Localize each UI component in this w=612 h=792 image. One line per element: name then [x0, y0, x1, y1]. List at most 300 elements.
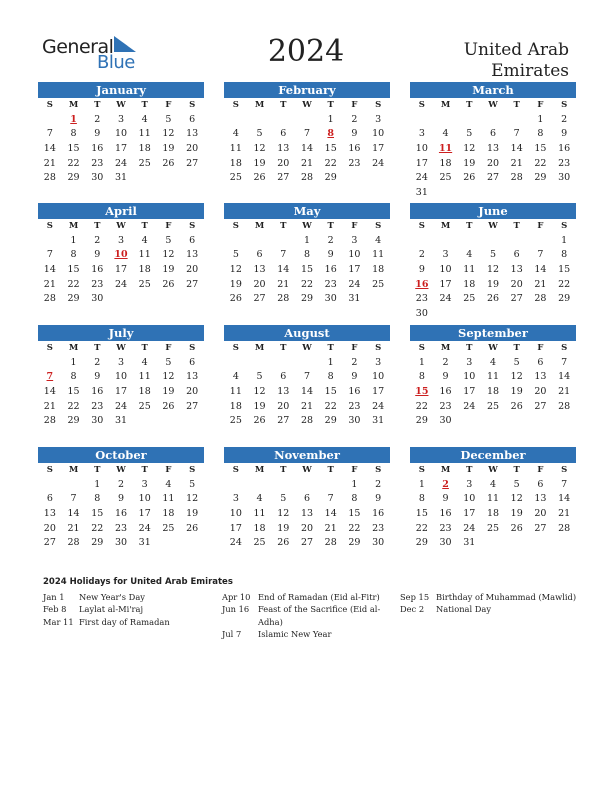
weekday-label: S	[375, 465, 382, 475]
day-cell: 19	[253, 400, 266, 412]
weekday-label: S	[375, 100, 382, 110]
empty-day-cell	[38, 356, 62, 371]
weekday-label: T	[513, 221, 520, 231]
month-header: April	[38, 203, 204, 219]
empty-day-cell	[505, 113, 529, 128]
day-cell: 19	[510, 508, 523, 520]
day-cell: 24	[114, 400, 128, 412]
month-header: July	[38, 325, 204, 341]
day-cell: 11	[229, 386, 242, 398]
day-cell: 14	[277, 264, 290, 276]
month-header: January	[38, 82, 204, 98]
day-cell: 24	[348, 278, 361, 290]
weekday-label: M	[68, 343, 79, 353]
day-cell: 6	[303, 493, 311, 505]
day-cell: 3	[117, 113, 125, 125]
holiday-column-3	[400, 591, 590, 616]
day-cell: 19	[186, 508, 199, 520]
day-cell: 19	[162, 386, 175, 398]
holiday-item	[43, 591, 213, 603]
empty-day-cell	[271, 234, 295, 249]
day-cell: 12	[510, 493, 523, 505]
day-cell: 6	[256, 249, 263, 261]
weekday-label: M	[440, 465, 451, 475]
day-cell: 28	[558, 522, 571, 534]
day-cell: 12	[253, 143, 266, 155]
day-cell: 17	[372, 143, 385, 155]
holiday-date: Feb 8	[43, 604, 67, 615]
weekday-label: T	[466, 465, 473, 475]
empty-day-cell	[457, 113, 481, 128]
day-cell: 12	[463, 143, 476, 155]
weekday-label: S	[375, 221, 382, 231]
day-cell: 20	[510, 278, 523, 290]
weekday-label: M	[68, 221, 79, 231]
day-cell: 2	[442, 356, 449, 368]
weekday-label: W	[488, 100, 498, 110]
day-cell: 24	[138, 522, 151, 534]
holiday-name: National Day	[436, 604, 492, 615]
day-cell: 16	[439, 386, 452, 398]
day-cell: 22	[67, 400, 80, 412]
holiday-day-cell: 8	[327, 128, 335, 140]
day-cell: 30	[372, 537, 385, 549]
month-header: December	[410, 447, 576, 463]
day-cell: 8	[70, 128, 77, 140]
day-cell: 3	[232, 493, 239, 505]
weekday-label: W	[488, 221, 498, 231]
day-cell: 6	[513, 249, 520, 261]
holiday-date: Jan 1	[43, 592, 65, 602]
day-cell: 22	[91, 522, 104, 534]
day-cell: 27	[534, 400, 547, 412]
day-cell: 28	[558, 400, 571, 412]
day-cell: 3	[466, 478, 473, 490]
day-cell: 27	[486, 172, 500, 184]
day-cell: 24	[372, 157, 385, 169]
day-cell: 7	[561, 478, 568, 490]
day-cell: 22	[558, 278, 571, 290]
weekday-label: T	[280, 343, 287, 353]
weekday-label: S	[189, 221, 196, 231]
day-cell: 8	[303, 249, 311, 261]
weekday-label: T	[94, 465, 101, 475]
weekday-label: W	[302, 100, 312, 110]
month-day-grid	[224, 219, 390, 307]
day-cell: 21	[67, 522, 80, 534]
holiday-item	[222, 628, 384, 640]
day-cell: 3	[442, 249, 449, 261]
empty-day-cell	[248, 356, 272, 371]
day-cell: 1	[418, 356, 425, 368]
day-cell: 11	[463, 264, 476, 276]
day-cell: 20	[277, 157, 290, 169]
day-cell: 5	[466, 128, 473, 140]
day-cell: 14	[558, 371, 571, 383]
empty-day-cell	[248, 478, 272, 493]
day-cell: 26	[253, 415, 266, 427]
day-cell: 31	[114, 172, 128, 184]
day-cell: 11	[138, 128, 151, 140]
weekday-label: S	[46, 221, 53, 231]
weekday-label: S	[561, 221, 568, 231]
day-cell: 22	[324, 157, 337, 169]
day-cell: 1	[70, 234, 77, 246]
day-cell: 30	[348, 415, 361, 427]
empty-day-cell	[529, 234, 553, 249]
weekday-label: T	[94, 221, 101, 231]
day-cell: 17	[463, 386, 476, 398]
weekday-label: F	[165, 221, 172, 231]
holiday-day-cell: 15	[415, 386, 429, 398]
day-cell: 27	[534, 522, 547, 534]
holiday-date: Jun 16	[222, 604, 250, 615]
day-cell: 4	[232, 371, 239, 383]
day-cell: 3	[141, 478, 148, 490]
day-cell: 24	[372, 400, 385, 412]
weekday-label: F	[537, 221, 544, 231]
holiday-item	[222, 603, 384, 628]
day-cell: 22	[415, 522, 428, 534]
day-cell: 10	[463, 493, 476, 505]
weekday-label: M	[68, 465, 79, 475]
day-cell: 27	[277, 172, 290, 184]
month-day-grid	[410, 341, 576, 429]
holiday-item	[43, 603, 213, 615]
day-cell: 13	[186, 371, 199, 383]
day-cell: 20	[534, 386, 547, 398]
month-june	[410, 203, 576, 323]
day-cell: 9	[351, 371, 358, 383]
day-cell: 15	[67, 264, 80, 276]
weekday-label: T	[280, 100, 287, 110]
day-cell: 3	[117, 234, 125, 246]
empty-day-cell	[62, 478, 86, 493]
weekday-label: S	[418, 100, 425, 110]
weekday-label: S	[189, 465, 196, 475]
day-cell: 16	[91, 143, 104, 155]
empty-day-cell	[271, 113, 295, 128]
month-day-grid	[224, 341, 390, 429]
weekday-label: S	[561, 465, 568, 475]
day-cell: 26	[253, 172, 266, 184]
day-cell: 29	[91, 537, 104, 549]
day-cell: 13	[534, 493, 547, 505]
day-cell: 4	[141, 234, 148, 246]
month-december	[410, 447, 576, 567]
holiday-name: Birthday of Muhammad (Mawlid)	[436, 592, 577, 602]
weekday-label: T	[513, 343, 520, 353]
holiday-name: Feast of the Sacrifice (Eid al-Adha)	[258, 604, 381, 627]
day-cell: 17	[415, 157, 428, 169]
day-cell: 14	[558, 493, 571, 505]
day-cell: 10	[372, 371, 385, 383]
day-cell: 29	[415, 415, 428, 427]
day-cell: 19	[229, 278, 242, 290]
day-cell: 2	[351, 113, 358, 125]
day-cell: 22	[67, 278, 80, 290]
weekday-label: S	[189, 343, 196, 353]
day-cell: 18	[439, 157, 452, 169]
day-cell: 9	[117, 493, 125, 505]
day-cell: 16	[324, 264, 337, 276]
day-cell: 3	[375, 356, 382, 368]
day-cell: 14	[43, 143, 56, 155]
weekday-label: M	[440, 100, 451, 110]
day-cell: 18	[162, 508, 175, 520]
empty-day-cell	[224, 356, 248, 371]
weekday-label: W	[116, 343, 126, 353]
day-cell: 29	[534, 172, 547, 184]
empty-day-cell	[434, 113, 458, 128]
day-cell: 28	[277, 293, 290, 305]
month-april	[38, 203, 204, 323]
day-cell: 11	[486, 493, 500, 505]
day-cell: 20	[486, 157, 500, 169]
day-cell: 30	[558, 172, 571, 184]
day-cell: 5	[513, 356, 520, 368]
weekday-label: W	[116, 100, 126, 110]
holiday-day-cell: 11	[438, 143, 453, 155]
weekday-label: M	[254, 465, 265, 475]
month-day-grid	[224, 463, 390, 551]
day-cell: 8	[418, 493, 425, 505]
day-cell: 4	[489, 356, 497, 368]
day-cell: 2	[327, 234, 334, 246]
day-cell: 25	[229, 172, 242, 184]
day-cell: 2	[561, 113, 568, 125]
day-cell: 25	[229, 415, 242, 427]
day-cell: 5	[165, 113, 172, 125]
day-cell: 23	[91, 157, 104, 169]
day-cell: 5	[232, 249, 239, 261]
day-cell: 25	[253, 537, 266, 549]
day-cell: 9	[561, 128, 568, 140]
day-cell: 24	[229, 537, 242, 549]
day-cell: 29	[324, 415, 337, 427]
day-cell: 26	[510, 400, 523, 412]
weekday-label: M	[440, 343, 451, 353]
day-cell: 28	[324, 537, 337, 549]
month-header: May	[224, 203, 390, 219]
day-cell: 27	[186, 278, 199, 290]
day-cell: 25	[138, 157, 151, 169]
day-cell: 11	[138, 249, 151, 261]
day-cell: 13	[277, 386, 290, 398]
day-cell: 2	[375, 478, 382, 490]
day-cell: 19	[162, 143, 175, 155]
empty-day-cell	[248, 234, 272, 249]
day-cell: 20	[253, 278, 266, 290]
day-cell: 18	[229, 400, 242, 412]
holiday-item	[400, 591, 590, 603]
day-cell: 1	[418, 478, 425, 490]
day-cell: 7	[327, 493, 334, 505]
day-cell: 21	[324, 522, 337, 534]
day-cell: 24	[463, 400, 476, 412]
month-header: June	[410, 203, 576, 219]
day-cell: 5	[489, 249, 497, 261]
day-cell: 21	[534, 278, 547, 290]
day-cell: 22	[534, 157, 547, 169]
weekday-label: T	[327, 100, 334, 110]
empty-day-cell	[295, 113, 319, 128]
day-cell: 28	[300, 172, 314, 184]
day-cell: 22	[324, 400, 337, 412]
weekday-label: F	[165, 343, 172, 353]
day-cell: 12	[253, 386, 266, 398]
day-cell: 13	[486, 143, 500, 155]
day-cell: 1	[561, 234, 568, 246]
day-cell: 28	[43, 172, 56, 184]
weekday-label: S	[418, 343, 425, 353]
weekday-label: T	[94, 343, 101, 353]
day-cell: 9	[351, 128, 358, 140]
day-cell: 15	[67, 386, 80, 398]
day-cell: 2	[418, 249, 425, 261]
day-cell: 23	[114, 522, 128, 534]
weekday-label: S	[189, 100, 196, 110]
day-cell: 8	[561, 249, 568, 261]
day-cell: 5	[165, 234, 172, 246]
day-cell: 23	[372, 522, 385, 534]
day-cell: 25	[138, 278, 151, 290]
month-header: November	[224, 447, 390, 463]
weekday-label: S	[232, 221, 239, 231]
day-cell: 7	[513, 128, 520, 140]
day-cell: 20	[186, 264, 199, 276]
day-cell: 29	[67, 415, 80, 427]
day-cell: 30	[91, 172, 104, 184]
day-cell: 8	[70, 371, 77, 383]
day-cell: 6	[489, 128, 497, 140]
day-cell: 8	[351, 493, 358, 505]
day-cell: 7	[303, 128, 311, 140]
day-cell: 24	[114, 157, 128, 169]
page-title-year: 2024	[267, 34, 345, 69]
day-cell: 23	[439, 400, 452, 412]
holiday-day-cell: 1	[70, 113, 77, 125]
empty-day-cell	[38, 113, 62, 128]
day-cell: 6	[189, 356, 196, 368]
day-cell: 28	[43, 293, 56, 305]
day-cell: 4	[466, 249, 473, 261]
day-cell: 24	[463, 522, 476, 534]
month-header: October	[38, 447, 204, 463]
day-cell: 21	[43, 400, 56, 412]
day-cell: 18	[253, 522, 266, 534]
day-cell: 27	[186, 157, 199, 169]
weekday-label: S	[418, 221, 425, 231]
day-cell: 14	[43, 264, 56, 276]
day-cell: 19	[463, 157, 476, 169]
day-cell: 2	[94, 234, 101, 246]
day-cell: 25	[463, 293, 476, 305]
month-march	[410, 82, 576, 202]
month-day-grid	[410, 219, 576, 322]
empty-day-cell	[319, 478, 343, 493]
day-cell: 15	[324, 386, 337, 398]
day-cell: 4	[256, 493, 263, 505]
day-cell: 14	[43, 386, 56, 398]
day-cell: 16	[348, 386, 361, 398]
day-cell: 16	[91, 386, 104, 398]
day-cell: 29	[67, 293, 80, 305]
empty-day-cell	[271, 356, 295, 371]
day-cell: 11	[229, 143, 242, 155]
day-cell: 9	[94, 371, 101, 383]
holiday-date: Apr 10	[222, 592, 251, 602]
month-day-grid	[410, 98, 576, 201]
day-cell: 22	[300, 278, 314, 290]
day-cell: 1	[303, 234, 311, 246]
day-cell: 20	[186, 143, 199, 155]
day-cell: 14	[67, 508, 80, 520]
day-cell: 12	[486, 264, 500, 276]
day-cell: 21	[510, 157, 523, 169]
day-cell: 29	[415, 537, 428, 549]
day-cell: 17	[348, 264, 361, 276]
day-cell: 6	[189, 234, 196, 246]
day-cell: 14	[510, 143, 523, 155]
day-cell: 29	[558, 293, 571, 305]
day-cell: 31	[348, 293, 361, 305]
month-july	[38, 325, 204, 445]
day-cell: 25	[486, 400, 500, 412]
day-cell: 1	[94, 478, 101, 490]
day-cell: 18	[486, 386, 500, 398]
day-cell: 9	[94, 249, 101, 261]
day-cell: 2	[351, 356, 358, 368]
day-cell: 15	[534, 143, 547, 155]
day-cell: 24	[114, 278, 128, 290]
weekday-label: T	[280, 465, 287, 475]
day-cell: 27	[300, 537, 314, 549]
holiday-column-1	[43, 591, 213, 628]
day-cell: 11	[372, 249, 385, 261]
day-cell: 31	[372, 415, 385, 427]
day-cell: 6	[280, 371, 287, 383]
day-cell: 8	[327, 371, 334, 383]
day-cell: 14	[534, 264, 547, 276]
day-cell: 29	[348, 537, 361, 549]
day-cell: 7	[280, 249, 287, 261]
empty-day-cell	[481, 234, 505, 249]
holiday-column-2	[222, 591, 384, 640]
day-cell: 5	[280, 493, 287, 505]
day-cell: 4	[442, 128, 449, 140]
day-cell: 26	[510, 522, 523, 534]
day-cell: 5	[189, 478, 196, 490]
day-cell: 27	[186, 400, 199, 412]
holiday-item	[400, 603, 590, 615]
day-cell: 30	[439, 537, 452, 549]
day-cell: 22	[67, 157, 80, 169]
day-cell: 25	[486, 522, 500, 534]
weekday-label: W	[116, 465, 126, 475]
day-cell: 15	[324, 143, 337, 155]
day-cell: 4	[375, 234, 382, 246]
month-day-grid	[224, 98, 390, 186]
day-cell: 10	[463, 371, 476, 383]
day-cell: 8	[94, 493, 101, 505]
day-cell: 6	[537, 356, 544, 368]
day-cell: 13	[534, 371, 547, 383]
day-cell: 11	[138, 371, 151, 383]
day-cell: 18	[229, 157, 242, 169]
day-cell: 16	[348, 143, 361, 155]
day-cell: 15	[558, 264, 571, 276]
